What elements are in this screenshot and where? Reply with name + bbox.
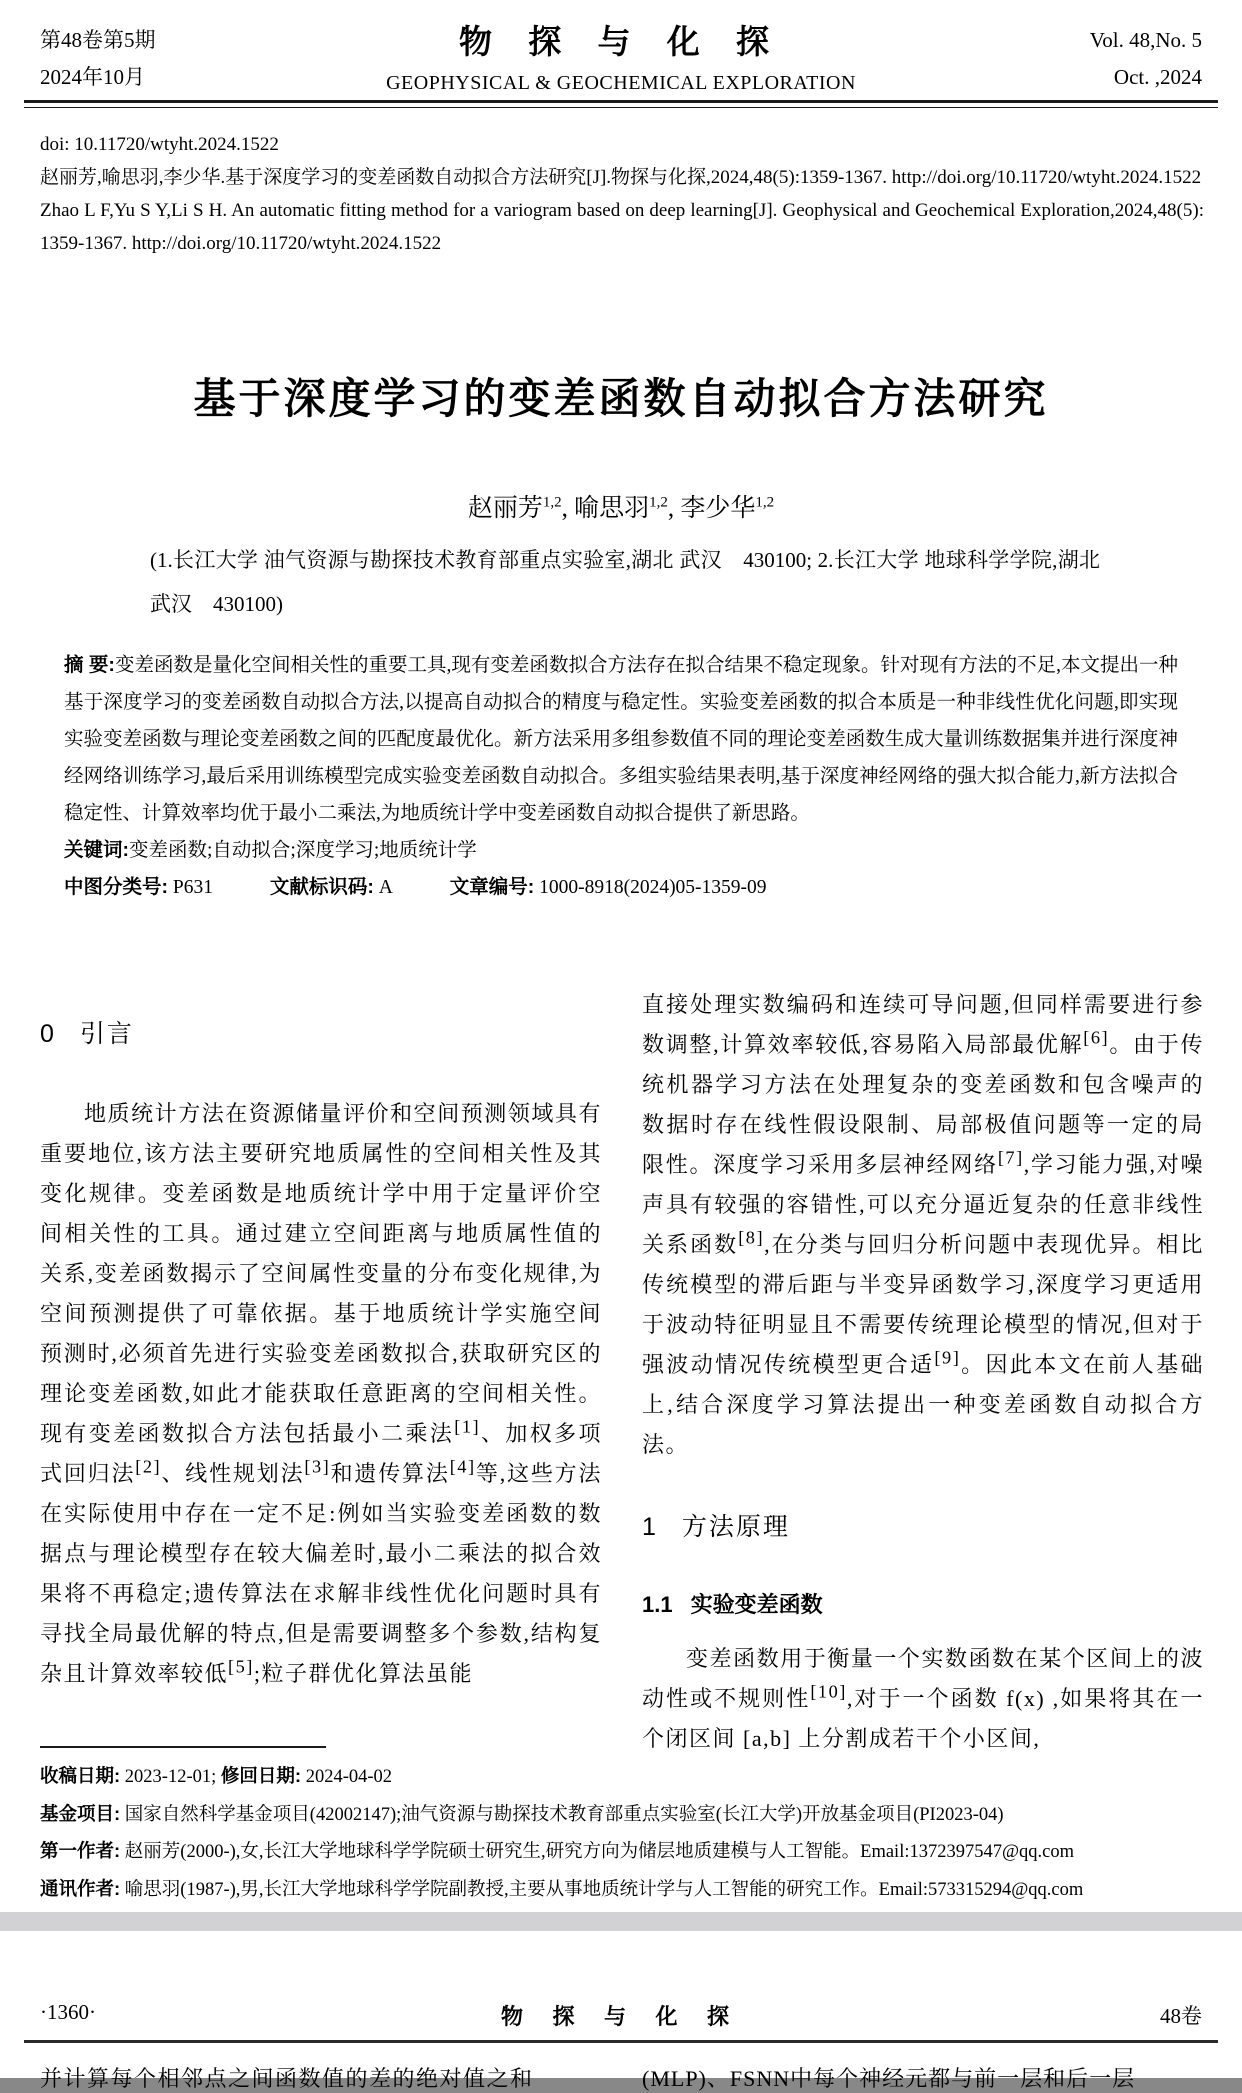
keywords-label: 关键词: [64, 839, 129, 861]
article-id-value: 1000-8918(2024)05-1359-09 [539, 877, 767, 898]
abstract-paragraph [64, 647, 1178, 832]
author-name: 赵丽芳 [467, 495, 543, 522]
footnote-first-author [40, 1833, 1204, 1871]
fund-label: 基金项目: [40, 1802, 121, 1824]
journal-title-en: GEOPHYSICAL & GEOCHEMICAL EXPLORATION [386, 72, 856, 94]
article-id-label: 文章编号: [449, 876, 535, 898]
keywords-text: 变差函数;自动拟合;深度学习;地质统计学 [129, 840, 477, 861]
clipped-line-right: (MLP)、FSNN中每个神经元都与前一层和后一层 [642, 2066, 1136, 2091]
received-date: 2023-12-01; [124, 1767, 217, 1787]
keywords-line [64, 832, 1178, 869]
clipped-line-left: 并计算每个相邻点之间函数值的差的绝对值之和 [40, 2066, 534, 2091]
corresponding-label: 通讯作者: [40, 1877, 121, 1899]
fund-text: 国家自然科学基金项目(42002147);油气资源与勘探技术教育部重点实验室(长江大学)开放基金项目(PI2023-04) [124, 1804, 1004, 1825]
journal-volume-issue-en: Vol. 48,No. 5 [1089, 28, 1202, 52]
section-number: 1 [642, 1513, 656, 1541]
abstract-label: 摘 要: [64, 654, 115, 676]
citation-en: Zhao L F,Yu S Y,Li S H. An automatic fitting method for a variogram based on deep learning[J]. Geophysical and Geochemical Exploration,2024,48(5):1359-1367. http://doi.org/10.11720/wtyht.2024.1522 [40, 200, 1204, 254]
section-title: 方法原理 [681, 1513, 790, 1541]
section-heading-intro [40, 1014, 602, 1054]
revised-date: 2024-04-02 [305, 1767, 393, 1787]
subsection-number: 1.1 [642, 1592, 673, 1617]
author-name: 喻思羽 [574, 495, 650, 522]
abstract-text: 变差函数是量化空间相关性的重要工具,现有变差函数拟合方法存在拟合结果不稳定现象。针对现有方法的不足,本文提出一种基于深度学习的变差函数自动拟合方法,以提高自动拟合的精度与稳定性。实验变差函数的拟合本质是一种非线性优化问题,即实现实验变差函数与理论变差函数之间的匹配度最优化。新方法采用多组参数值不同的理论变差函数生成大量训练数据集并进行深度神经网络训练学习,最后采用训练模型完成实验变差函数自动拟合。多组实验结果表明,基于深度神经网络的强大拟合能力,新方法拟合稳定性、计算效率均优于最小二乘法,为地质统计学中变差函数自动拟合提供了新思路。 [64, 655, 1178, 824]
journal-date-en: Oct. ,2024 [1113, 65, 1202, 89]
footnote-fund [40, 1796, 1204, 1834]
authors-line [0, 488, 1242, 524]
clc-label: 中图分类号: [64, 876, 168, 898]
received-label: 收稿日期: [40, 1765, 121, 1786]
left-column [40, 1008, 602, 1694]
doi-line: doi: 10.11720/wtyht.2024.1522 [40, 134, 279, 155]
variogram-paragraph: 变差函数用于衡量一个实数函数在某个区间上的波动性或不规则性[10],对于一个函数 f(x) ,如果将其在一个闭区间 [a,b] 上分割成若干个小区间, [642, 1646, 1204, 1751]
author-name: 李少华 [680, 495, 756, 522]
doc-code-value: A [378, 877, 393, 898]
affiliation: (1.长江大学 油气资源与勘探技术教育部重点实验室,湖北 武汉 430100; 2.长江大学 地球科学学院,湖北 武汉 430100) [150, 548, 1100, 616]
page-separator-band [0, 1912, 1242, 1931]
author-superscript: 1,2 [649, 494, 668, 511]
journal-header-right [1090, 22, 1202, 96]
next-page-volume: 48卷 [1160, 2004, 1202, 2028]
doc-code-label: 文献标识码: [269, 876, 374, 898]
journal-date-cn: 2024年10月 [40, 65, 145, 89]
subsection-heading-variogram [642, 1585, 1204, 1625]
clc-value: P631 [172, 877, 213, 898]
abstract-block [64, 647, 1178, 906]
first-author-text: 赵丽芳(2000-),女,长江大学地球科学学院硕士研究生,研究方向为储层地质建模与人工智能。Email:1372397547@qq.com [124, 1842, 1074, 1862]
footnote-dates [40, 1758, 1204, 1796]
next-page-number: ·1360· [40, 2000, 96, 2024]
article-title: 基于深度学习的变差函数自动拟合方法研究 [193, 377, 1049, 423]
next-page-journal-title: 物 探 与 化 探 [500, 2004, 741, 2029]
author-separator: , [667, 495, 675, 522]
section-number: 0 [40, 1020, 54, 1048]
journal-title-cn: 物 探 与 化 探 [459, 25, 783, 61]
citation-block [40, 128, 1204, 260]
intro-paragraph-left: 地质统计方法在资源储量评价和空间预测领域具有重要地位,该方法主要研究地质属性的空间相关性及其变化规律。变差函数是地质统计学中用于定量评价空间相关性的工具。通过建立空间距离与地质属性值的关系,变差函数揭示了空间属性变量的分布变化规律,为空间预测提供了可靠依据。基于地质统计学实施空间预测时,必须首先进行实验变差函数拟合,获取研究区的理论变差函数,如此才能获取任意距离的空间相关性。现有变差函数拟合方法包括最小二乘法[1]、加权多项式回归法[2]、线性规划法[3]和遗传算法[4]等,这些方法在实际使用中存在一定不足:例如当实验变差函数的数据点与理论模型存在较大偏差时,最小二乘法的拟合效果将不再稳定;遗传算法在求解非线性优化问题时具有寻找全局最优解的特点,但是需要调整多个参数,结构复杂且计算效率较低[5];粒子群优化算法虽能 [40, 1101, 602, 1686]
journal-volume-issue-cn: 第48卷第5期 [40, 28, 156, 52]
subsection-title: 实验变差函数 [690, 1592, 823, 1617]
corresponding-text: 喻思羽(1987-),男,长江大学地球科学学院副教授,主要从事地质统计学与人工智能的研究工作。Email:573315294@qq.com [124, 1879, 1084, 1900]
section-heading-method [642, 1507, 1204, 1547]
citation-cn: 赵丽芳,喻思羽,李少华.基于深度学习的变差函数自动拟合方法研究[J].物探与化探,2024,48(5):1359-1367. http://doi.org/10.11720/wtyht.2024.1522 [40, 167, 1202, 188]
footnote-block [40, 1758, 1204, 1908]
footnote-rule [40, 1746, 326, 1748]
revised-label: 修回日期: [220, 1765, 302, 1786]
author-superscript: 1,2 [542, 494, 562, 511]
author-superscript: 1,2 [755, 494, 775, 511]
first-author-label: 第一作者: [40, 1840, 121, 1861]
author-separator: , [561, 495, 568, 522]
header-double-rule [24, 100, 1218, 108]
next-page-rule [24, 2040, 1218, 2043]
classification-line [64, 869, 1178, 906]
right-column [642, 985, 1204, 1759]
footnote-corresponding [40, 1871, 1204, 1909]
section-title: 引言 [79, 1020, 134, 1048]
intro-paragraph-right: 直接处理实数编码和连续可导问题,但同样需要进行参数调整,计算效率较低,容易陷入局部最优解[6]。由于传统机器学习方法在处理复杂的变差函数和包含噪声的数据时存在线性假设限制、局部极值问题等一定的局限性。深度学习采用多层神经网络[7],学习能力强,对噪声具有较强的容错性,可以充分逼近复杂的任意非线性关系函数[8],在分类与回归分析问题中表现优异。相比传统模型的滞后距与半变异函数学习,深度学习更适用于波动特征明显且不需要传统理论模型的情况,但对于强波动情况传统模型更合适[9]。因此本文在前人基础上,结合深度学习算法提出一种变差函数自动拟合方法。 [642, 992, 1204, 1457]
journal-header-center [0, 16, 1242, 95]
